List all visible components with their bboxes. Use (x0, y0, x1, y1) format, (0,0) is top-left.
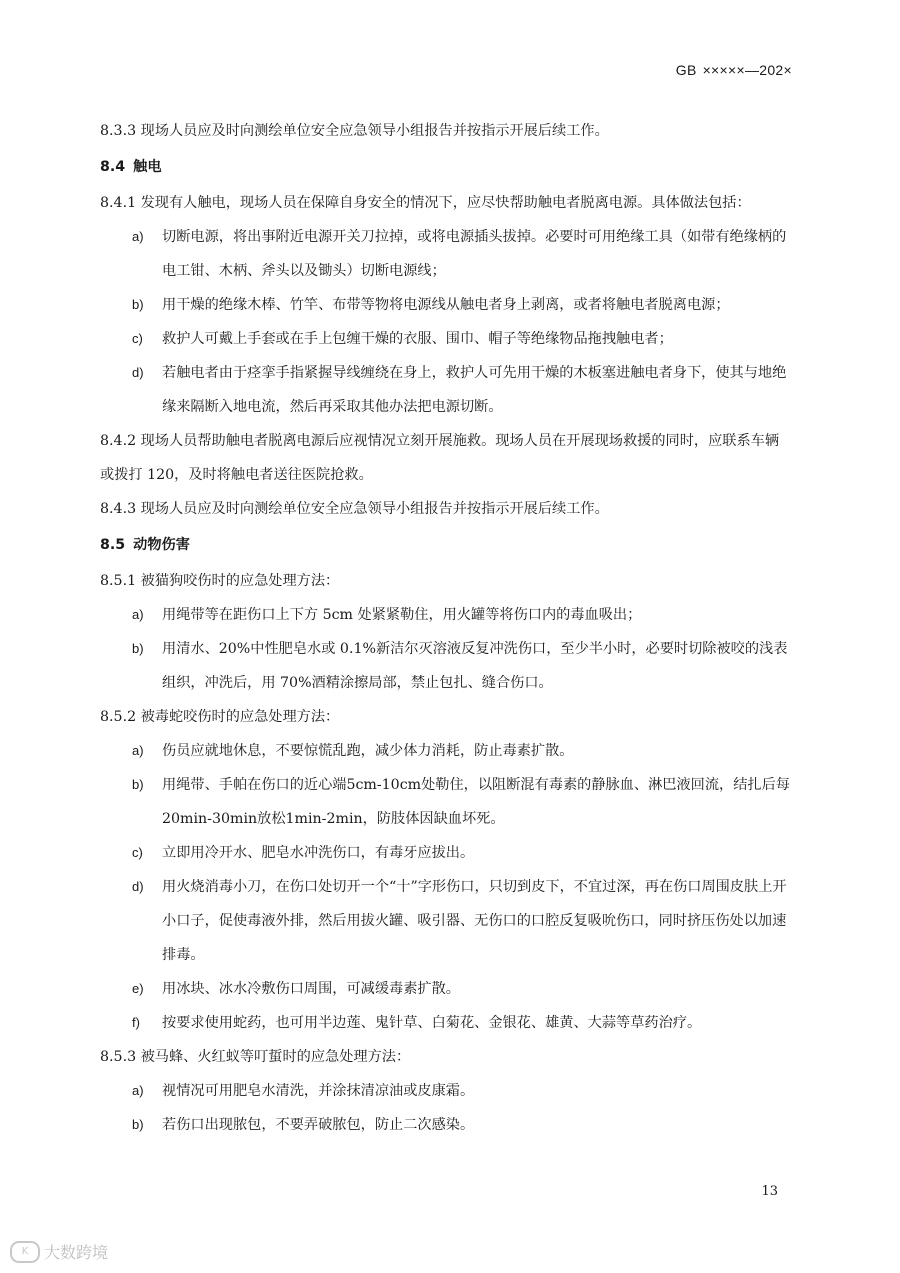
list-item: a) 切断电源，将出事附近电源开关刀拉掉，或将电源插头拔掉。必要时可用绝缘工具（如带有绝缘柄的电工钳、木柄、斧头以及锄头）切断电源线； (132, 229, 787, 279)
list-item: b) 若伤口出现脓包，不要弄破脓包，防止二次感染。 (132, 1117, 475, 1133)
clause-8-5-3: 8.5.3 被马蜂、火红蚁等叮蜇时的应急处理方法： (100, 1049, 411, 1065)
watermark-text: 大数跨境 (44, 1243, 109, 1262)
page-number: 13 (761, 1184, 778, 1199)
standard-code: ×××××—202× (702, 62, 792, 78)
clause-8-5-2: 8.5.2 被毒蛇咬伤时的应急处理方法： (100, 709, 340, 725)
standard-prefix: GB (675, 62, 697, 78)
clause-8-4-3: 8.4.3 现场人员应及时向测绘单位安全应急领导小组报告并按指示开展后续工作。 (100, 501, 609, 517)
list-item: a) 视情况可用肥皂水清洗，并涂抹清凉油或皮康霜。 (132, 1083, 475, 1099)
clause-8-5-1: 8.5.1 被猫狗咬伤时的应急处理方法： (100, 573, 340, 589)
list-item: b) 用绳带、手帕在伤口的近心端5cm-10cm处勒住，以阻断混有毒素的静脉血、淋巴液回流，结扎后每20min-30min放松1min-2min，防肢体因缺血坏死。 (132, 777, 790, 827)
list-item: b) 用清水、20%中性肥皂水或 0.1%新洁尔灭溶液反复冲洗伤口，至少半小时，必要时切除被咬的浅表组织，冲洗后，用 70%酒精涂擦局部，禁止包扎、缝合伤口。 (132, 641, 788, 691)
list-item: e) 用冰块、冰水冷敷伤口周围，可减缓毒素扩散。 (132, 981, 460, 997)
list-item: c) 立即用冷开水、肥皂水冲洗伤口，有毒牙应拔出。 (132, 845, 475, 861)
document-header (676, 62, 792, 78)
watermark (10, 1240, 108, 1263)
list-item: f) 按要求使用蛇药，也可用半边莲、鬼针草、白菊花、金银花、雄黄、大蒜等草药治疗。 (132, 1015, 702, 1031)
list-item: d) 用火烧消毒小刀，在伤口处切开一个“十”字形伤口，只切到皮下，不宜过深，再在伤口周围皮肤上开小口子，促使毒液外排，然后用拔火罐、吸引器、无伤口的口腔反复吸吮伤口，同时挤压伤处以加速排毒。 (132, 879, 787, 963)
list-item: a) 伤员应就地休息，不要惊慌乱跑，减少体力消耗，防止毒素扩散。 (132, 743, 574, 759)
list-item: b) 用干燥的绝缘木棒、竹竿、布带等物将电源线从触电者身上剥离，或者将触电者脱离电源； (132, 297, 730, 313)
document-body (100, 114, 790, 1142)
list-item: c) 救护人可戴上手套或在手上包缠干燥的衣服、围巾、帽子等绝缘物品拖拽触电者； (132, 331, 673, 347)
clause-8-4-2: 8.4.2 现场人员帮助触电者脱离电源后应视情况立刻开展施救。现场人员在开展现场救援的同时，应联系车辆或拨打 120，及时将触电者送往医院抢救。 (100, 433, 780, 483)
section-heading-8-4: 8.4 触电 (100, 159, 162, 175)
watermark-logo-icon: K (10, 1241, 40, 1263)
clause-8-4-1: 8.4.1 发现有人触电，现场人员在保障自身安全的情况下，应尽快帮助触电者脱离电源。具体做法包括： (100, 195, 751, 211)
list-item: d) 若触电者由于痉挛手指紧握导线缠绕在身上，救护人可先用干燥的木板塞进触电者身下，使其与地绝缘来隔断入地电流，然后再采取其他办法把电源切断。 (132, 365, 787, 415)
list-item: a) 用绳带等在距伤口上下方 5cm 处紧紧勒住，用火罐等将伤口内的毒血吸出； (132, 607, 642, 623)
clause-8-3-3: 8.3.3 现场人员应及时向测绘单位安全应急领导小组报告并按指示开展后续工作。 (100, 123, 609, 139)
section-heading-8-5: 8.5 动物伤害 (100, 537, 190, 553)
